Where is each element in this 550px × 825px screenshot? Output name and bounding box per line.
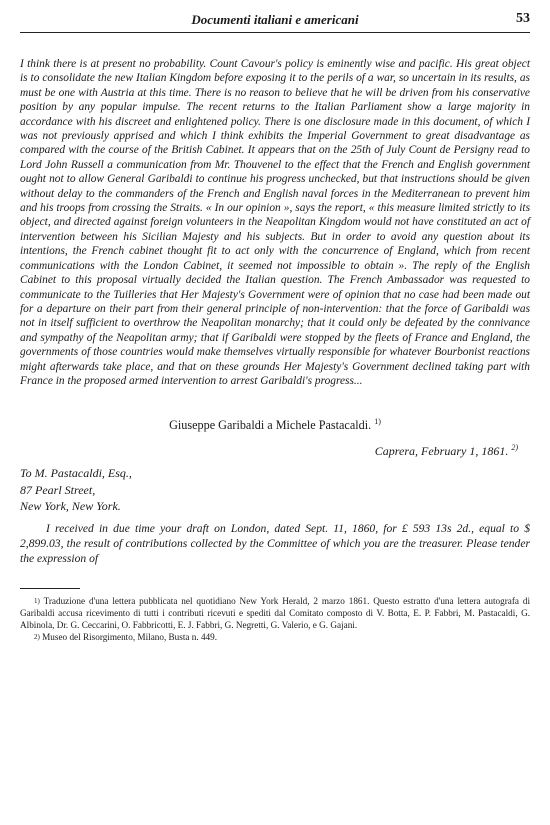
address-line: 87 Pearl Street, [20, 482, 96, 497]
footnote [20, 595, 530, 631]
dateline-note-ref: 2) [511, 443, 518, 453]
footnote-text: Traduzione d'una lettera pubblicata nel quotidiano New York Herald, 2 marzo 1861. Questo estratto d'una lettera autografa di Garibaldi accusa ricevimento di tutti i contributi ricevuti e spediti dal Comitato composto di V. Botta, E. P. Fabbri, M. Pastacaldi, G. Albinola, Dr. G. Ceccarini, O. Fabbricotti, E. J. Fabbri, G. Negretti, G. Valerio, e G. Gajani. [20, 595, 530, 630]
address-line: To M. Pastacaldi, Esq., [20, 466, 132, 481]
footnote-mark: 1) [34, 596, 40, 605]
running-header [20, 10, 530, 33]
footnote-separator [20, 588, 80, 589]
footnote-mark: 2) [34, 632, 40, 641]
letter-body: I received in due time your draft on London, dated Sept. 11, 1860, for £ 593 13s 2d., equal to $ 2,899.03, the result of contributions collected by the Committee of which you are the treasurer. Please tender the expression of [20, 521, 530, 565]
letter-title: Giuseppe Garibaldi a Michele Pastacaldi. [169, 418, 372, 433]
running-title: Documenti italiani e americani [191, 12, 359, 27]
letter-address [20, 465, 530, 515]
letter-heading [20, 417, 530, 433]
dateline-text: Caprera, February 1, 1861. [374, 444, 509, 459]
page-number: 53 [516, 11, 530, 26]
footnotes [20, 595, 530, 643]
page [20, 10, 530, 643]
report-excerpt-paragraph: I think there is at present no probability. Count Cavour's policy is eminently wise and pacific. His great object is to consolidate the new Italian Kingdom before exposing it to the perils of a war, so uncertain in its results, as must be one with Austria at this time. There is no reason to believe that he will be driven from his conservative position by any popular impulse. The recent returns to the Italian Parliament show a large majority in accordance with his discreet and enlightened policy. There is one disclosure made in this document, of which I was not previously apprised and which I think exhibits the Imperial Government to great disadvantage as compared with the course of the British Cabinet. It appears that on the 25th of July Count de Persigny read to Lord John Russell a communication from Mr. Thouvenel to the effect that the French and English government ought not to allow General Garibaldi to continue his progress unchecked, but that instructions should be given without delay to the commanders of the French and English naval forces in the Mediterranean to prevent him and his troops from crossing the Straits. « In our opinion », says the report, « this measure limited strictly to its object, and directed against foreign volunteers in the Neapolitan Kingdom would not have constituted an act of intervention between his Sicilian Majesty and his subjects. But in order to avoid any question about its intentions, the French cabinet thought fit to act only with the concurrence of England, which from recent communications with the London Cabinet, it seemed not impossible to obtain ». The reply of the English Cabinet to this proposal virtually decided the Italian question. The French Ambassador was requested to communicate to the Tuilleries that Her Majesty's Government were of opinion that no case had been made out for a departure on their part from their general principle of non-intervention: that the force of Garibaldi was not in itself sufficient to overthrow the Neapolitan monarchy; that it could only be defeated by the connivance and sympathy of the Neapolitan army; that if Garibaldi were stopped by the fleets of France and England, the governments of those countries would make themselves virtually responsible for whatever Bourbonist reactions might afterwards take place, and that on these grounds Her Majesty's Government declined taking part with France in the proposed armed intervention to arrest Garibaldi's progress... [20, 58, 530, 387]
footnote [20, 631, 530, 643]
letter-title-note-ref: 1) [374, 417, 381, 427]
letter-dateline [20, 443, 530, 459]
address-line: New York, New York. [20, 499, 121, 514]
footnote-text: Museo del Risorgimento, Milano, Busta n. 449. [42, 631, 218, 642]
